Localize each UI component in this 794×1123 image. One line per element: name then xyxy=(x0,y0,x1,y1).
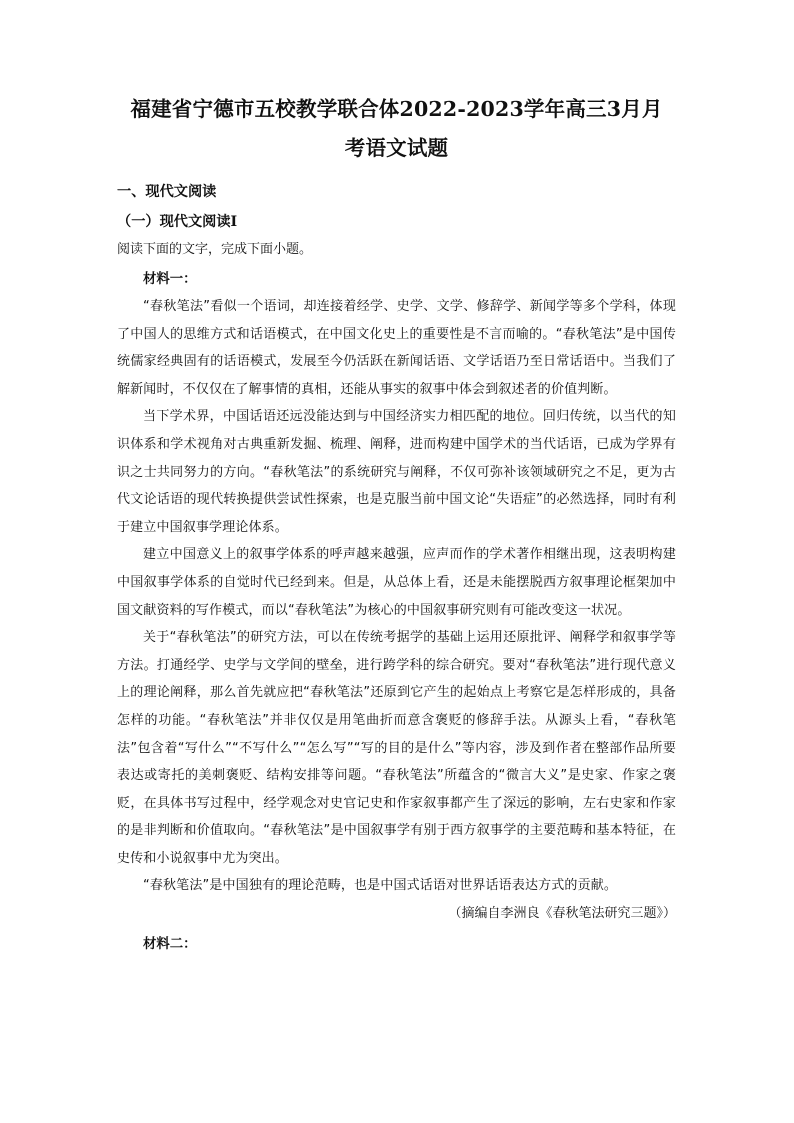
material-1-label: 材料一： xyxy=(143,271,197,287)
paragraph-1: “春秋笔法”看似一个语词，却连接着经学、史学、文学、修辞学、新闻学等多个学科，体现了中国人的思维方式和话语模式，在中国文化史上的重要性是不言而喻的。“春秋笔法”是中国传统儒家经典固有的话语模式，发展至今仍活跃在新闻话语、文学话语乃至日常话语中。当我们了解新闻时，不仅仅在了解事情的真相，还能从事实的叙事中体会到叙述者的价值判断。 xyxy=(117,299,676,397)
source-citation: （摘编自李洲良《春秋笔法研究三题》） xyxy=(448,906,676,922)
instruction-text: 阅读下面的文字，完成下面小题。 xyxy=(117,242,313,257)
paragraph-5: “春秋笔法”是中国独有的理论范畴，也是中国式话语对世界话语表达方式的贡献。 xyxy=(143,878,618,894)
material-2-label: 材料二： xyxy=(143,935,197,952)
document-title xyxy=(117,90,676,168)
subsection-heading: （一）现代文阅读Ⅰ xyxy=(117,214,238,230)
title-line-1: 福建省宁德市五校教学联合体2022-2023学年高三3月月 xyxy=(130,97,663,121)
section-heading: 一、现代文阅读 xyxy=(117,184,217,200)
paragraph-3: 建立中国意义上的叙事学体系的呼声越来越强，应声而作的学术著作相继出现，这表明构建中国叙事学体系的自觉时代已经到来。但是，从总体上看，还是未能摆脱西方叙事理论框架加中国文献资料的写作模式，而以“春秋笔法”为核心的中国叙事研究则有可能改变这一状况。 xyxy=(117,547,676,618)
paragraph-2: 当下学术界，中国话语还远没能达到与中国经济实力相匹配的地位。回归传统，以当代的知识体系和学术视角对古典重新发掘、梳理、阐释，进而构建中国学术的当代话语，已成为学界有识之士共同努力的方向。“春秋笔法”的系统研究与阐释，不仅可弥补该领域研究之不足，更为古代文论话语的现代转换提供尝试性探索，也是克服当前中国文论“失语症”的必然选择，同时有利于建立中国叙事学理论体系。 xyxy=(117,409,676,535)
paragraph-4: 关于“春秋笔法”的研究方法，可以在传统考据学的基础上运用还原批评、阐释学和叙事学等方法。打通经学、史学与文学间的壁垒，进行跨学科的综合研究。要对“春秋笔法”进行现代意义上的理论阐释，那么首先就应把“春秋笔法”还原到它产生的起始点上考察它是怎样形成的，具备怎样的功能。“春秋笔法”并非仅仅是用笔曲折而意含褒贬的修辞手法。从源头上看，“春秋笔法”包含着“写什么”“不写什么”“怎么写”“写的目的是什么”等内容，涉及到作者在整部作品所要表达或寄托的美刺褒贬、结构安排等问题。“春秋笔法”所蕴含的“微言大义”是史家、作家之褒贬，在具体书写过程中，经学观念对史官记史和作家叙事都产生了深远的影响，左右史家和作家的是非判断和价值取向。“春秋笔法”是中国叙事学有别于西方叙事学的主要范畴和基本特征，在史传和小说叙事中尤为突出。 xyxy=(117,630,676,866)
title-line-2: 考语文试题 xyxy=(344,136,449,160)
